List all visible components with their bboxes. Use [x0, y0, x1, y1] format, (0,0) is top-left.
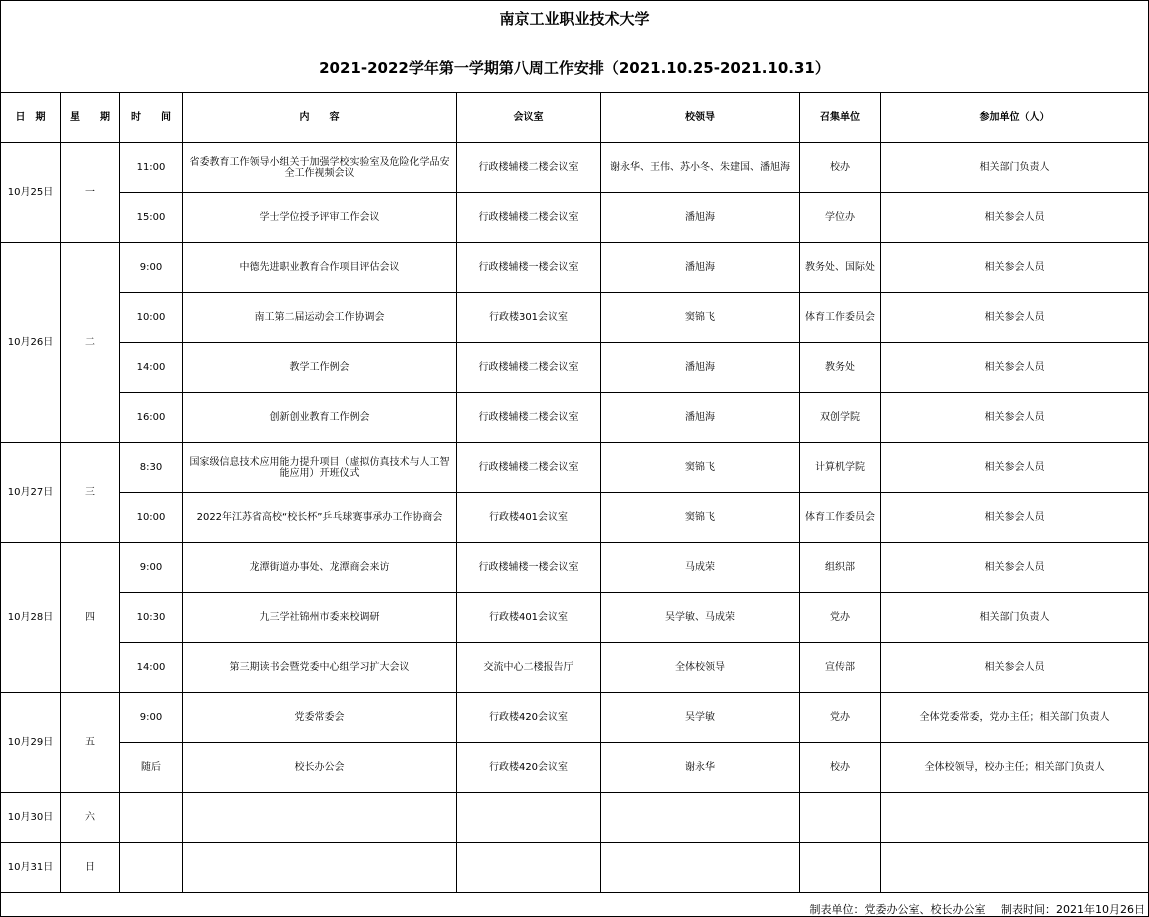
cell-date: 10月26日: [1, 243, 61, 443]
cell-time: 10:00: [120, 493, 183, 543]
cell-participants: 相关参会人员: [881, 243, 1149, 293]
schedule-table: [0, 92, 1149, 893]
cell-content: 2022年江苏省高校“校长杯”乒乓球赛事承办工作协商会: [183, 493, 457, 543]
cell-participants: 相关参会人员: [881, 643, 1149, 693]
cell-leader: [601, 793, 800, 843]
cell-participants: 全体校领导，校办主任；相关部门负责人: [881, 743, 1149, 793]
cell-room: 行政楼辅楼二楼会议室: [457, 443, 601, 493]
cell-convener: 党办: [800, 593, 881, 643]
header-time: 时 间: [120, 93, 183, 143]
cell-date: 10月27日: [1, 443, 61, 543]
cell-convener: 体育工作委员会: [800, 493, 881, 543]
cell-convener: 体育工作委员会: [800, 293, 881, 343]
cell-convener: 教务处、国际处: [800, 243, 881, 293]
cell-room: [457, 843, 601, 893]
table-row: [1, 593, 1149, 643]
table-row: [1, 793, 1149, 843]
cell-participants: 相关参会人员: [881, 393, 1149, 443]
footer-made-by: 制表单位：党委办公室、校长办公室: [809, 903, 986, 916]
table-row: [1, 343, 1149, 393]
cell-convener: 校办: [800, 743, 881, 793]
cell-convener: 学位办: [800, 193, 881, 243]
header-leader: 校领导: [601, 93, 800, 143]
cell-participants: 全体党委常委，党办主任；相关部门负责人: [881, 693, 1149, 743]
footer: [798, 901, 1146, 917]
cell-time: 随后: [120, 743, 183, 793]
cell-weekday: 六: [61, 793, 120, 843]
cell-convener: 教务处: [800, 343, 881, 393]
cell-leader: 窦锦飞: [601, 493, 800, 543]
table-row: [1, 743, 1149, 793]
cell-participants: [881, 843, 1149, 893]
cell-date: 10月31日: [1, 843, 61, 893]
cell-room: 行政楼辅楼一楼会议室: [457, 243, 601, 293]
cell-participants: 相关部门负责人: [881, 593, 1149, 643]
cell-leader: 谢永华: [601, 743, 800, 793]
cell-date: 10月25日: [1, 143, 61, 243]
table-row: [1, 643, 1149, 693]
cell-date: 10月29日: [1, 693, 61, 793]
cell-room: 行政楼420会议室: [457, 743, 601, 793]
cell-room: 行政楼辅楼二楼会议室: [457, 343, 601, 393]
table-row: [1, 443, 1149, 493]
cell-room: 行政楼301会议室: [457, 293, 601, 343]
cell-leader: 潘旭海: [601, 393, 800, 443]
cell-weekday: 五: [61, 693, 120, 793]
footer-made-time: 制表时间：2021年10月26日: [1001, 903, 1145, 916]
cell-leader: 潘旭海: [601, 343, 800, 393]
cell-content: 校长办公会: [183, 743, 457, 793]
cell-leader: 窦锦飞: [601, 293, 800, 343]
cell-time: 14:00: [120, 643, 183, 693]
table-row: [1, 493, 1149, 543]
cell-content: 第三期读书会暨党委中心组学习扩大会议: [183, 643, 457, 693]
cell-leader: 吴学敏、马成荣: [601, 593, 800, 643]
cell-time: 9:00: [120, 243, 183, 293]
table-row: [1, 543, 1149, 593]
cell-convener: 校办: [800, 143, 881, 193]
cell-convener: 组织部: [800, 543, 881, 593]
cell-content: [183, 843, 457, 893]
cell-leader: 马成荣: [601, 543, 800, 593]
cell-participants: 相关参会人员: [881, 493, 1149, 543]
header-convener: 召集单位: [800, 93, 881, 143]
cell-room: [457, 793, 601, 843]
cell-date: 10月28日: [1, 543, 61, 693]
cell-content: 省委教育工作领导小组关于加强学校实验室及危险化学品安全工作视频会议: [183, 143, 457, 193]
cell-room: 交流中心二楼报告厅: [457, 643, 601, 693]
cell-content: 国家级信息技术应用能力提升项目（虚拟仿真技术与人工智能应用）开班仪式: [183, 443, 457, 493]
cell-room: 行政楼辅楼二楼会议室: [457, 393, 601, 443]
cell-content: 党委常委会: [183, 693, 457, 743]
cell-leader: 潘旭海: [601, 243, 800, 293]
cell-content: 九三学社锦州市委来校调研: [183, 593, 457, 643]
cell-convener: [800, 843, 881, 893]
cell-time: 9:00: [120, 543, 183, 593]
cell-leader: 窦锦飞: [601, 443, 800, 493]
page-subtitle: 2021-2022学年第一学期第八周工作安排（2021.10.25-2021.10.31）: [319, 59, 830, 77]
cell-room: 行政楼401会议室: [457, 593, 601, 643]
cell-content: 南工第二届运动会工作协调会: [183, 293, 457, 343]
table-row: [1, 693, 1149, 743]
header-row: [1, 93, 1149, 143]
cell-convener: [800, 793, 881, 843]
cell-convener: 计算机学院: [800, 443, 881, 493]
cell-leader: 谢永华、王伟、苏小冬、朱建国、潘旭海: [601, 143, 800, 193]
cell-weekday: 一: [61, 143, 120, 243]
cell-participants: [881, 793, 1149, 843]
cell-leader: 潘旭海: [601, 193, 800, 243]
cell-participants: 相关参会人员: [881, 193, 1149, 243]
cell-time: 11:00: [120, 143, 183, 193]
cell-leader: 全体校领导: [601, 643, 800, 693]
table-row: [1, 843, 1149, 893]
cell-content: [183, 793, 457, 843]
header-room: 会议室: [457, 93, 601, 143]
header-participants: 参加单位（人）: [881, 93, 1149, 143]
cell-weekday: 二: [61, 243, 120, 443]
table-row: [1, 143, 1149, 193]
table-row: [1, 393, 1149, 443]
cell-leader: 吴学敏: [601, 693, 800, 743]
cell-participants: 相关参会人员: [881, 543, 1149, 593]
cell-time: 15:00: [120, 193, 183, 243]
table-row: [1, 243, 1149, 293]
cell-time: 10:00: [120, 293, 183, 343]
cell-content: 学士学位授予评审工作会议: [183, 193, 457, 243]
cell-date: 10月30日: [1, 793, 61, 843]
cell-content: 教学工作例会: [183, 343, 457, 393]
cell-room: 行政楼辅楼二楼会议室: [457, 193, 601, 243]
cell-room: 行政楼401会议室: [457, 493, 601, 543]
cell-convener: 双创学院: [800, 393, 881, 443]
cell-room: 行政楼辅楼二楼会议室: [457, 143, 601, 193]
cell-participants: 相关参会人员: [881, 443, 1149, 493]
table-row: [1, 293, 1149, 343]
header-content: 内 容: [183, 93, 457, 143]
cell-room: 行政楼420会议室: [457, 693, 601, 743]
cell-convener: 宣传部: [800, 643, 881, 693]
table-row: [1, 193, 1149, 243]
cell-content: 中德先进职业教育合作项目评估会议: [183, 243, 457, 293]
cell-weekday: 日: [61, 843, 120, 893]
cell-leader: [601, 843, 800, 893]
cell-time: 8:30: [120, 443, 183, 493]
cell-weekday: 三: [61, 443, 120, 543]
cell-weekday: 四: [61, 543, 120, 693]
cell-participants: 相关参会人员: [881, 343, 1149, 393]
cell-participants: 相关参会人员: [881, 293, 1149, 343]
cell-room: 行政楼辅楼一楼会议室: [457, 543, 601, 593]
cell-convener: 党办: [800, 693, 881, 743]
cell-content: 创新创业教育工作例会: [183, 393, 457, 443]
cell-time: 10:30: [120, 593, 183, 643]
schedule-body: [1, 143, 1149, 893]
cell-participants: 相关部门负责人: [881, 143, 1149, 193]
cell-time: [120, 843, 183, 893]
cell-time: [120, 793, 183, 843]
cell-time: 14:00: [120, 343, 183, 393]
page-title: 南京工业职业技术大学: [499, 10, 650, 28]
cell-time: 16:00: [120, 393, 183, 443]
header-date: 日 期: [1, 93, 61, 143]
cell-time: 9:00: [120, 693, 183, 743]
header-weekday: 星 期: [61, 93, 120, 143]
cell-content: 龙潭街道办事处、龙潭商会来访: [183, 543, 457, 593]
